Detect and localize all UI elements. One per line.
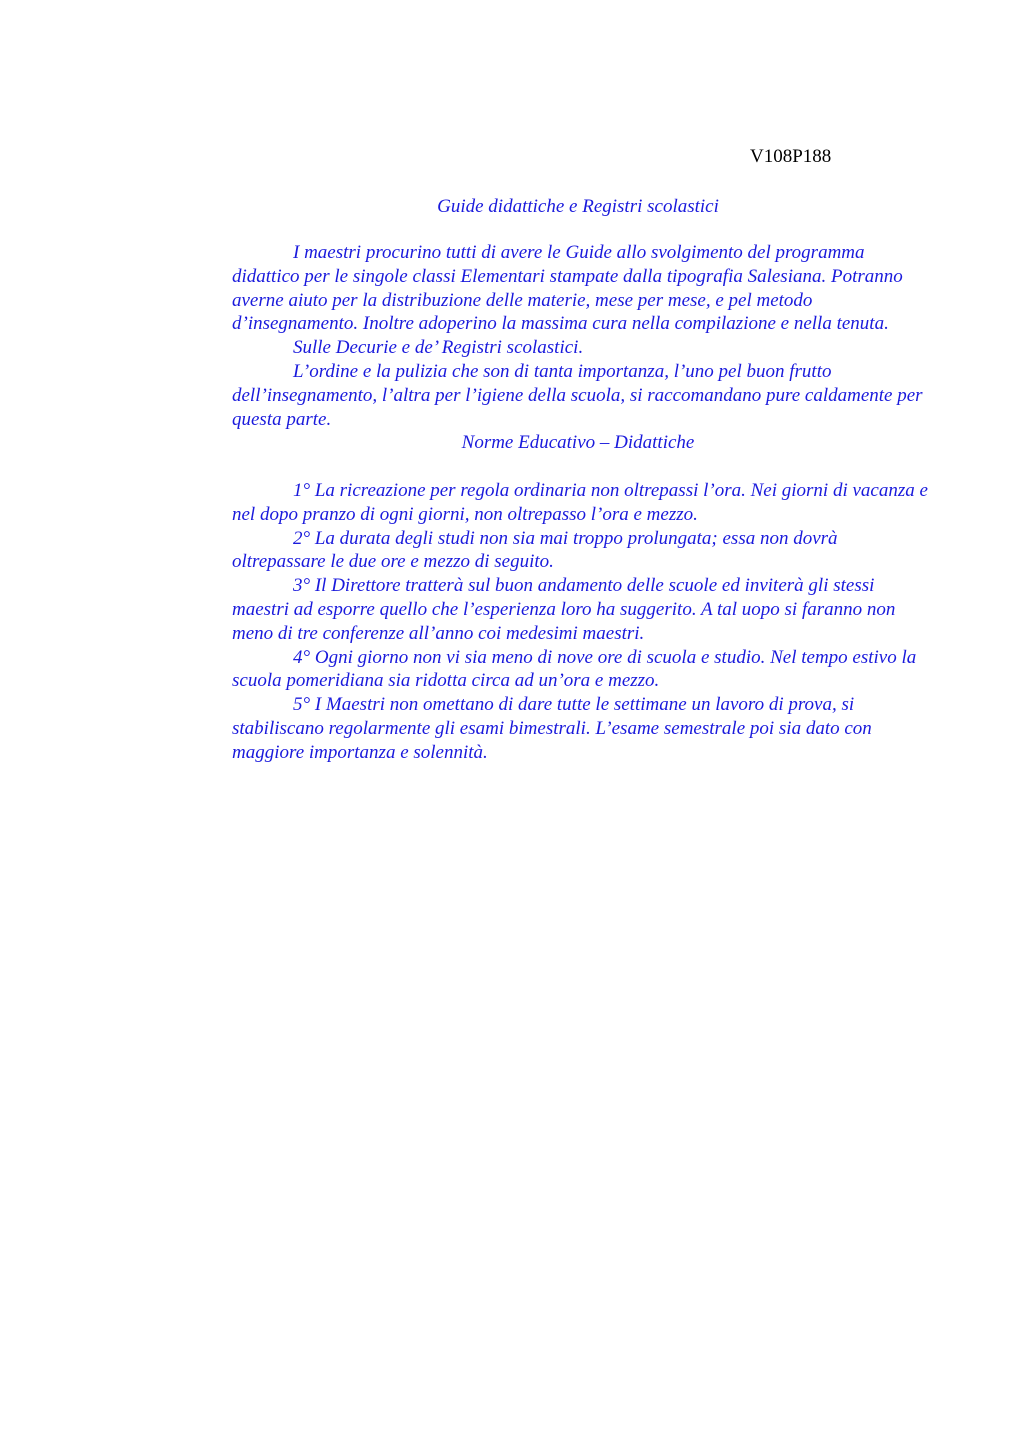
numbered-rule xyxy=(171,646,931,694)
text-line: 1° La ricreazione per regola ordinaria non oltrepassi l’ora. Nei giorni di vacanza e xyxy=(293,480,928,501)
text-line: maestri ad esporre quello che l’esperienza loro ha suggerito. A tal uopo si faranno non xyxy=(232,598,896,620)
text-line: Sulle Decurie e de’ Registri scolastici. xyxy=(293,337,584,359)
text-line: 3° Il Direttore tratterà sul buon andamento delle scuole ed inviterà gli stessi xyxy=(293,575,875,597)
section-body-norme xyxy=(171,479,931,765)
text-line: L’ordine e la pulizia che son di tanta importanza, l’uno pel buon frutto xyxy=(293,360,832,382)
text-line: dell’insegnamento, l’altra per l’igiene della scuola, si raccomandano pure caldamente per xyxy=(232,384,923,406)
section-body-guide xyxy=(171,241,931,431)
text-line: scuola pomeridiana sia ridotta circa ad un’ora e mezzo. xyxy=(232,670,660,692)
text-line: maggiore importanza e solennità. xyxy=(232,741,488,763)
paragraph xyxy=(171,360,931,431)
numbered-rule xyxy=(171,693,931,764)
text-line: meno di tre conferenze all’anno coi medesimi maestri. xyxy=(232,622,645,644)
text-line: stabiliscano regolarmente gli esami bimestrali. L’esame semestrale poi sia dato con xyxy=(232,717,872,739)
text-line: 5° I Maestri non omettano di dare tutte le settimane un lavoro di prova, si xyxy=(293,694,855,716)
text-line: didattico per le singole classi Elementari stampate dalla tipografia Salesiana. Potranno xyxy=(232,265,903,287)
text-line: 2° La durata degli studi non sia mai troppo prolungata; essa non dovrà xyxy=(293,527,838,549)
text-line: nel dopo pranzo di ogni giorni, non oltrepasso l’ora e mezzo. xyxy=(232,503,698,525)
paragraph xyxy=(171,241,931,336)
section-title-norme: Norme Educativo – Didattiche xyxy=(461,432,695,453)
numbered-rule xyxy=(171,574,931,645)
section-title-guide: Guide didattiche e Registri scolastici xyxy=(437,196,719,217)
text-line: 4° Ogni giorno non vi sia meno di nove ore di scuola e studio. Nel tempo estivo la xyxy=(293,646,917,668)
paragraph xyxy=(171,336,931,360)
text-line: oltrepassare le due ore e mezzo di seguito. xyxy=(232,551,554,573)
numbered-rule xyxy=(171,479,931,527)
text-line: questa parte. xyxy=(232,408,332,430)
document-code: V108P188 xyxy=(750,146,832,167)
text-line: averne aiuto per la distribuzione delle materie, mese per mese, e pel metodo xyxy=(232,289,813,311)
numbered-rule xyxy=(171,527,931,575)
text-line: d’insegnamento. Inoltre adoperino la massima cura nella compilazione e nella tenuta. xyxy=(232,313,889,335)
text-line: I maestri procurino tutti di avere le Guide allo svolgimento del programma xyxy=(293,242,865,263)
